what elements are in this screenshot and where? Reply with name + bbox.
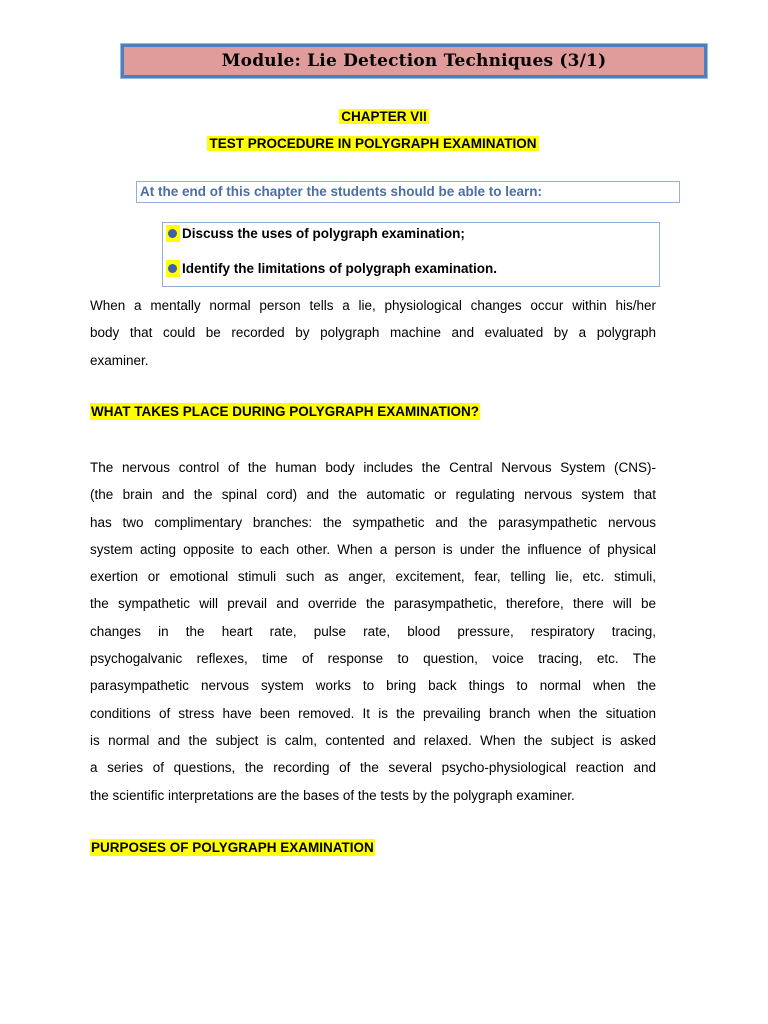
section-paragraph (90, 454, 656, 809)
paragraph-line: the sympathetic will prevail and override the parasympathetic, therefore, there will be (90, 596, 656, 612)
paragraph-line: a series of questions, the recording of the several psycho-physiological reaction and (90, 760, 656, 776)
paragraph-line: When a mentally normal person tells a lie, physiological changes occur within his/her (90, 298, 656, 313)
module-title: Module: Lie Detection Techniques (3/1) (221, 51, 607, 71)
bullet-icon (166, 225, 180, 242)
chapter-title (0, 136, 746, 151)
section-heading-text: PURPOSES OF POLYGRAPH EXAMINATION (91, 840, 374, 855)
chapter-number-text: CHAPTER VII (341, 109, 427, 124)
module-banner (121, 44, 707, 78)
section-heading (90, 404, 480, 419)
objectives-list (162, 222, 660, 287)
chapter-number (0, 109, 768, 124)
list-item (166, 260, 497, 277)
paragraph-line: The nervous control of the human body includes the Central Nervous System (CNS)- (90, 460, 656, 475)
objectives-box (136, 181, 680, 203)
paragraph-line: is normal and the subject is calm, contented and relaxed. When the subject is asked (90, 732, 656, 748)
paragraph-line: system acting opposite to each other. When a person is under the influence of physical (90, 541, 656, 557)
section-heading-text: WHAT TAKES PLACE DURING POLYGRAPH EXAMINATION? (91, 404, 480, 419)
paragraph-line: the scientific interpretations are the bases of the tests by the polygraph examiner. (90, 787, 575, 803)
paragraph-line: exertion or emotional stimuli such as anger, excitement, fear, telling lie, etc. stimuli, (90, 569, 656, 585)
list-item-text: Discuss the uses of polygraph examination; (182, 226, 465, 241)
intro-paragraph (90, 292, 656, 374)
paragraph-line: has two complimentary branches: the sympathetic and the parasympathetic nervous (90, 514, 656, 530)
chapter-title-text: TEST PROCEDURE IN POLYGRAPH EXAMINATION (209, 136, 537, 151)
paragraph-line: psychogalvanic reflexes, time of response to question, voice tracing, etc. The (90, 651, 656, 667)
paragraph-line: conditions of stress have been removed. It is the prevailing branch when the situation (90, 705, 656, 721)
paragraph-line: parasympathetic nervous system works to bring back things to normal when the (90, 678, 656, 694)
paragraph-line: changes in the heart rate, pulse rate, blood pressure, respiratory tracing, (90, 623, 656, 639)
list-item-text: Identify the limitations of polygraph examination. (182, 261, 498, 276)
paragraph-line: examiner. (90, 352, 149, 368)
objectives-heading: At the end of this chapter the students should be able to learn: (140, 184, 543, 199)
bullet-icon (166, 260, 180, 277)
paragraph-line: body that could be recorded by polygraph machine and evaluated by a polygraph (90, 325, 656, 341)
list-item (166, 225, 465, 242)
paragraph-line: (the brain and the spinal cord) and the automatic or regulating nervous system that (90, 487, 656, 503)
section-heading (90, 840, 375, 855)
